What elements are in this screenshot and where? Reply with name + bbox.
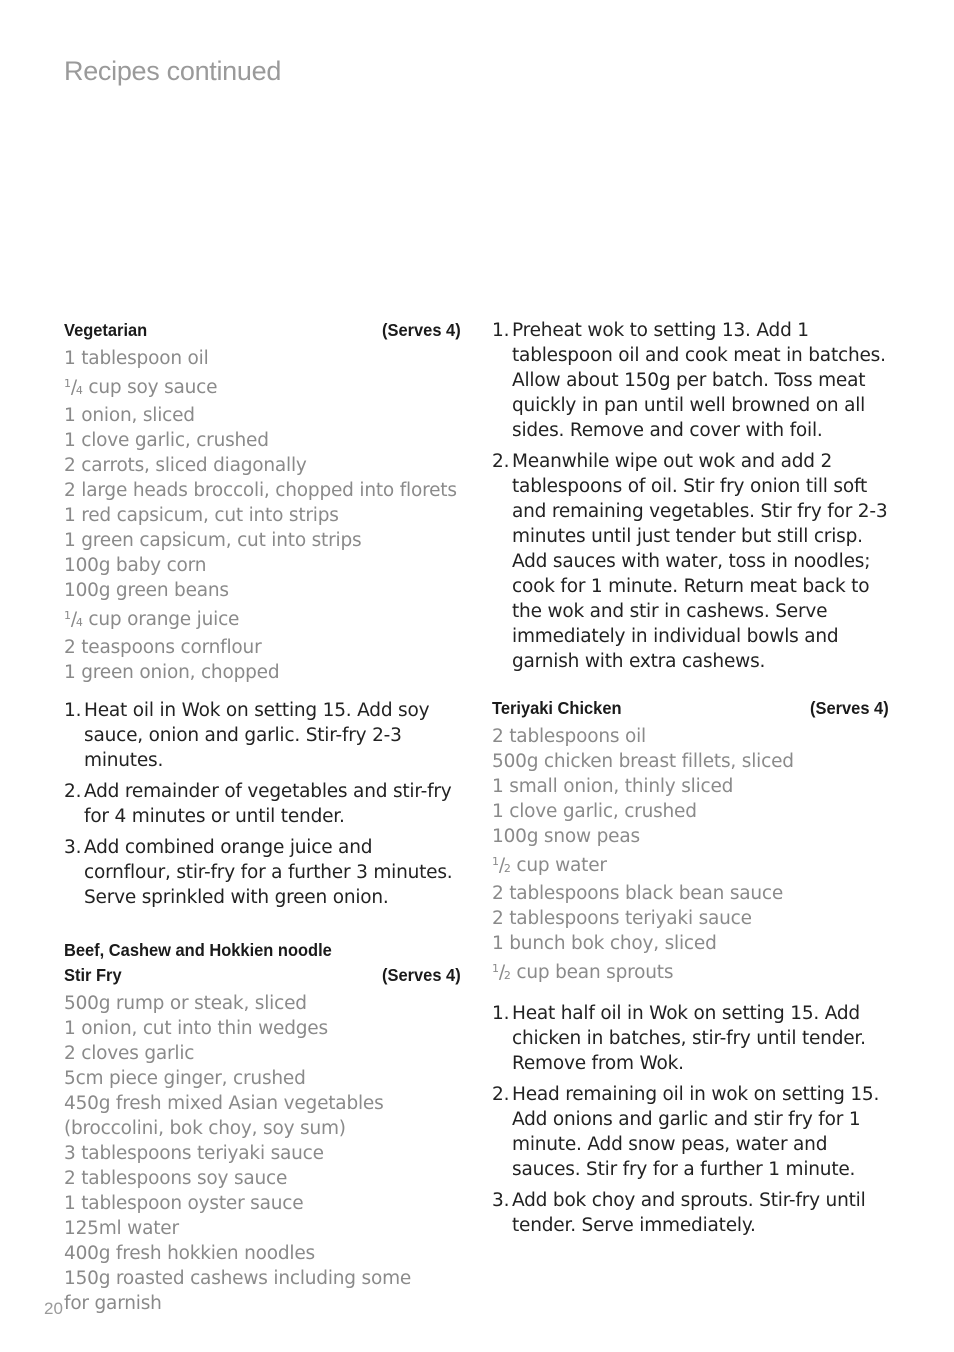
teriyaki-serves: (Serves 4) xyxy=(810,698,889,718)
vegetarian-ingredients xyxy=(64,346,464,685)
ingredient: 1 bunch bok choy, sliced xyxy=(492,933,717,954)
ingredient: 100g snow peas xyxy=(492,826,640,847)
ingredient: 2 tablespoons oil xyxy=(492,726,646,747)
step: 2. Add remainder of vegetables and stir-fry for 4 minutes or until tender. xyxy=(64,781,452,827)
ingredient: 150g roasted cashews including some for garnish xyxy=(64,1268,412,1314)
ingredient: 2 large heads broccoli, chopped into florets xyxy=(64,480,457,501)
ingredient: 2 teaspoons cornflour xyxy=(64,637,262,658)
vegetarian-steps xyxy=(64,698,464,910)
ingredient: 3 tablespoons teriyaki sauce xyxy=(64,1143,324,1164)
teriyaki-steps xyxy=(492,1001,892,1238)
ingredient: 125ml water xyxy=(64,1218,179,1239)
ingredient: $^1$/2 cup bean sprouts xyxy=(492,962,674,983)
vegetarian-serves: (Serves 4) xyxy=(382,320,461,340)
teriyaki-ingredients xyxy=(492,724,892,988)
ingredient: $^1$/4 cup orange juice xyxy=(64,609,240,630)
ingredient: 100g baby corn xyxy=(64,555,207,576)
fraction-denominator: 4 xyxy=(75,384,83,397)
beef-serves: (Serves 4) xyxy=(382,965,461,985)
teriyaki-title: Teriyaki Chicken xyxy=(492,698,622,718)
ingredient: $^1$/4 cup soy sauce xyxy=(64,377,218,398)
step: 1. Heat oil in Wok on setting 15. Add soy sauce, onion and garlic. Stir-fry 2-3 minutes. xyxy=(64,700,430,771)
left-column xyxy=(64,318,464,1316)
ingredient: 1 clove garlic, crushed xyxy=(492,801,697,822)
ingredient: 1 green onion, chopped xyxy=(64,662,280,683)
page-number: 20 xyxy=(44,1299,63,1318)
ingredient: 400g fresh hokkien noodles xyxy=(64,1243,315,1264)
ingredient: 100g green beans xyxy=(64,580,229,601)
ingredient: 1 tablespoon oyster sauce xyxy=(64,1193,304,1214)
ingredient: 1 onion, sliced xyxy=(64,405,195,426)
ingredient: 2 tablespoons black bean sauce xyxy=(492,883,784,904)
vegetarian-heading xyxy=(64,318,461,343)
ingredient: 1 tablespoon oil xyxy=(64,348,209,369)
step: 1. Preheat wok to setting 13. Add 1 tablespoon oil and cook meat in batches. Allow about 150g per batch. Toss meat quickly in pan until well browned on all sides. Remove and cover with foil. xyxy=(492,320,886,441)
ingredient: 2 tablespoons teriyaki sauce xyxy=(492,908,752,929)
ingredient: 1 red capsicum, cut into strips xyxy=(64,505,339,526)
ingredient: 500g rump or steak, sliced xyxy=(64,993,307,1014)
step: 1. Heat half oil in Wok on setting 15. Add chicken in batches, stir-fry until tender. Remove from Wok. xyxy=(492,1003,866,1074)
ingredient: 1 small onion, thinly sliced xyxy=(492,776,734,797)
step: 3. Add bok choy and sprouts. Stir-fry until tender. Serve immediately. xyxy=(492,1190,866,1236)
step: 3. Add combined orange juice and cornflour, stir-fry for a further 3 minutes. Serve sprinkled with green onion. xyxy=(64,837,453,908)
ingredient: 2 cloves garlic xyxy=(64,1043,195,1064)
beef-title: Beef, Cashew and Hokkien noodle Stir Fry xyxy=(64,940,332,985)
ingredient: 1 green capsicum, cut into strips xyxy=(64,530,362,551)
ingredient: 2 carrots, sliced diagonally xyxy=(64,455,307,476)
right-column xyxy=(492,318,892,1244)
beef-heading xyxy=(64,938,461,988)
ingredient: 1 clove garlic, crushed xyxy=(64,430,269,451)
ingredient: 1 onion, cut into thin wedges xyxy=(64,1018,328,1039)
ingredient: 5cm piece ginger, crushed xyxy=(64,1068,306,1089)
step: 2. Head remaining oil in wok on setting 15. Add onions and garlic and stir fry for 1 minute. Add snow peas, water and sauces. Stir fry for a further 1 minute. xyxy=(492,1084,880,1180)
step: 2. Meanwhile wipe out wok and add 2 tablespoons of oil. Stir fry onion till soft and remaining vegetables. Stir fry for 2-3 minutes until just tender but still crisp. Add sauces with water, toss in noodles; cook for 1 minute. Return meat back to the wok and stir in cashews. Serve immediately in individual bowls and garnish with extra cashews. xyxy=(492,451,888,672)
ingredient: 2 tablespoons soy sauce xyxy=(64,1168,288,1189)
beef-steps xyxy=(492,318,892,674)
teriyaki-heading xyxy=(492,696,889,721)
ingredient: $^1$/2 cup water xyxy=(492,855,607,876)
fraction-numerator: 1 xyxy=(64,377,71,390)
beef-ingredients xyxy=(64,991,464,1316)
vegetarian-title: Vegetarian xyxy=(64,320,148,340)
ingredient: 450g fresh mixed Asian vegetables (broccolini, bok choy, soy sum) xyxy=(64,1093,384,1139)
page-title: Recipes continued xyxy=(64,56,282,86)
ingredient: 500g chicken breast fillets, sliced xyxy=(492,751,794,772)
